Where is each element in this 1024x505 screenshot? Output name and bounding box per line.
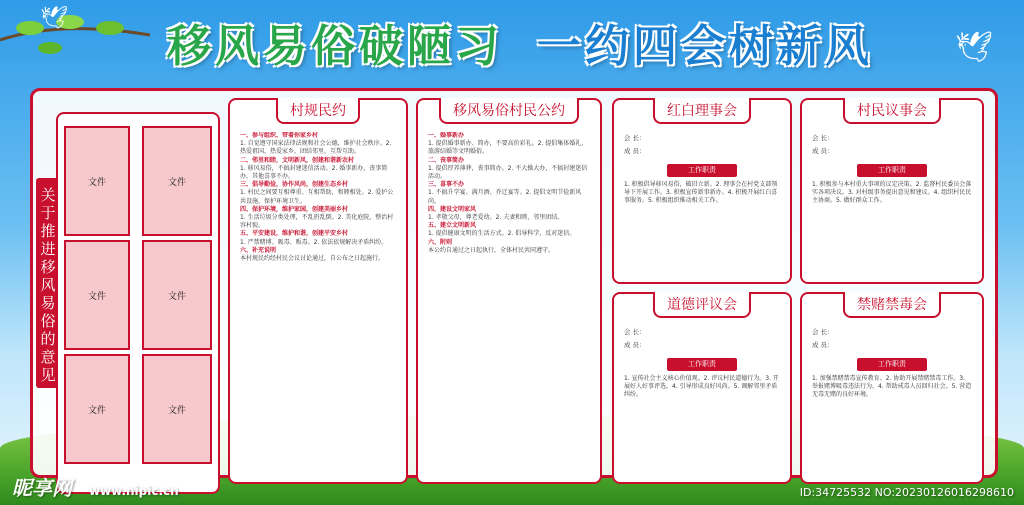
side-label: 关于推进移风易俗的意见 bbox=[36, 178, 60, 388]
file-slot: 文件 bbox=[142, 240, 212, 350]
file-slot: 文件 bbox=[64, 240, 130, 350]
watermark bbox=[12, 472, 179, 501]
duty-label: 工作职责 bbox=[857, 358, 927, 371]
red-white-council-heading: 红白理事会 bbox=[653, 98, 751, 124]
file-slot: 文件 bbox=[64, 354, 130, 464]
duty-label: 工作职责 bbox=[857, 164, 927, 177]
dove-icon: 🕊 bbox=[955, 30, 994, 65]
villager-council-heading: 村民议事会 bbox=[843, 98, 941, 124]
file-slot: 文件 bbox=[64, 126, 130, 236]
title-right: 一约四会树新风 bbox=[537, 21, 873, 72]
village-rules-board bbox=[228, 98, 408, 484]
moral-council-heading: 道德评议会 bbox=[653, 292, 751, 318]
customs-convention-text: 一、婚事新办 1. 提倡婚事新办、简办，不要高价彩礼。2. 提倡集体婚礼、旅游结婚等文明婚俗。 二、丧事简办 1. 提倡厚养薄葬，丧事简办。2. 不大操大办，不搞封建迷信活动。 三、喜事不办 1. 不搞升学宴、满月酒、乔迁宴等。2. 提倡文明节俭新风尚。 四、建设文明家风 1. 孝敬父母，尊老爱幼。2. 夫妻和睦，邻里团结。 五、建立文明新风 1. 提倡健康文明的生活方式。2. 倡导科学，反对迷信。 六、附则 本公约自通过之日起执行，全体村民共同遵守。 bbox=[428, 132, 588, 254]
villager-council-board: 村民议事会 会 长： 成 员： 工作职责 1. 积极参与本村重大事项的议定决策。2. 监督村民委员会落实各项决议。3. 对村级事务提出意见和建议。4. 组织村民民主协商。5. 做好群众工作。 bbox=[800, 98, 984, 284]
image-id: ID:34725532 NO:20230126016298610 bbox=[799, 486, 1014, 499]
village-rules-text: 一、参与组织、带着你家乡村 1. 自觉遵守国家法律法规和社会公德，维护社会秩序。2. 热爱祖国，热爱家乡，团结邻里，互帮互助。 二、邻里和睦，文明新风，创建和谐新农村 1. 移风易俗，不搞封建迷信活动。2. 婚事新办，丧事简办，其他喜事不办。 三、倡导勤俭，协作风尚，创建生态乡村 1. 村民之间要互相尊重、互相帮助，和睦相处。2. 爱护公共设施，保护环境卫生。 四、保护环境，维护家园，创建美丽乡村 1. 生活垃圾分类处理，不乱扔乱倒。2. 美化庭院，整治村容村貌。 五、平安建设，维护和谐，创建平安乡村 1. 严禁赌博、吸毒、贩毒。2. 依法依规解决矛盾纠纷。 六、补充说明 本村规民约经村民会议讨论通过，自公布之日起施行。 bbox=[240, 132, 394, 263]
file-slot: 文件 bbox=[142, 354, 212, 464]
moral-council-board: 道德评议会 会 长： 成 员： 工作职责 1. 宣传社会主义核心价值观。2. 评议村民道德行为。3. 开展好人好事评选。4. 引导形成良好风尚。5. 调解邻里矛盾纠纷。 bbox=[612, 292, 792, 484]
anti-drug-gambling-board: 禁赌禁毒会 会 长： 成 员： 工作职责 1. 加强禁赌禁毒宣传教育。2. 协助开展禁赌禁毒工作。3. 举报赌博吸毒违法行为。4. 帮助戒毒人员回归社会。5. 营造无毒无赌的良好环境。 bbox=[800, 292, 984, 484]
branch-decoration bbox=[0, 0, 150, 70]
village-rules-heading: 村规民约 bbox=[276, 98, 360, 124]
watermark-logo: 昵享网 bbox=[12, 476, 72, 500]
anti-drug-gambling-heading: 禁赌禁毒会 bbox=[843, 292, 941, 318]
main-title bbox=[140, 14, 900, 70]
customs-convention-heading: 移风易俗村民公约 bbox=[439, 98, 579, 124]
customs-convention-board bbox=[416, 98, 602, 484]
duty-label: 工作职责 bbox=[667, 164, 737, 177]
file-slot: 文件 bbox=[142, 126, 212, 236]
title-left: 移风易俗破陋习 bbox=[167, 21, 503, 72]
dove-icon: 🕊 bbox=[40, 6, 68, 31]
red-white-council-board: 红白理事会 会 长： 成 员： 工作职责 1. 积极倡导移风易俗，破旧立新。2. 理事会在村党支部领导下开展工作。3. 积极宣传新事新办。4. 积极开展红白喜事服务。5. 积极组织推动相关工作。 bbox=[612, 98, 792, 284]
watermark-site: www.nipic.cn bbox=[88, 484, 179, 498]
duty-label: 工作职责 bbox=[667, 358, 737, 371]
